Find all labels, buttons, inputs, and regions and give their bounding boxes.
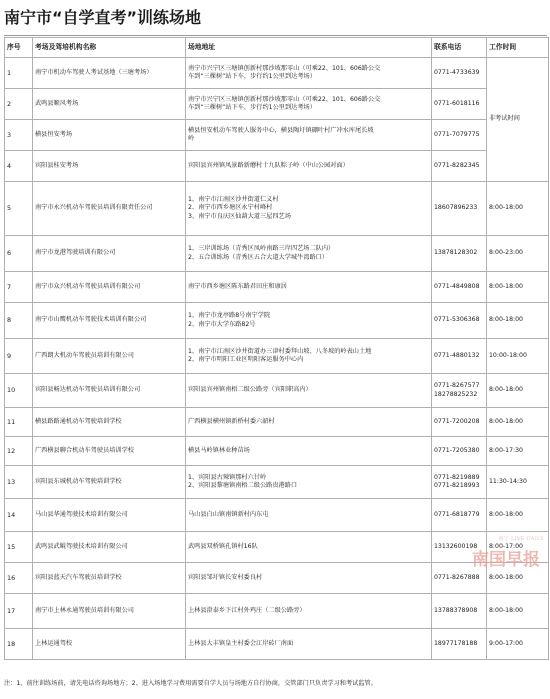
row-phone <box>432 120 487 151</box>
address-line: 广西横县横州镇新桥村委六韶村 <box>188 417 275 425</box>
row-address <box>186 339 432 374</box>
table-row <box>5 58 549 89</box>
row-name: 宾阳县桂安考场 <box>33 151 186 182</box>
row-address <box>186 151 432 182</box>
row-address <box>186 437 432 466</box>
row-phone <box>432 339 487 374</box>
row-index: 11 <box>5 408 33 437</box>
address-line: 宾阳县邹圩镇长安村委良村 <box>188 573 263 581</box>
row-address <box>186 629 432 660</box>
row-address <box>186 89 432 120</box>
row-address <box>186 408 432 437</box>
row-address <box>186 532 432 563</box>
phone-line: 18977178188 <box>434 639 478 647</box>
row-index: 18 <box>5 629 33 660</box>
row-address <box>186 374 432 408</box>
phone-line: 0771-4880132 <box>434 351 480 359</box>
row-name: 上林运通驾校 <box>33 629 186 660</box>
row-time: 8:00-17:00 <box>487 532 549 563</box>
address-line: 2、南宁市大学东路82号 <box>188 320 256 328</box>
row-phone <box>432 303 487 339</box>
address-line: 1、南宁市龙亭路8号南宁学院 <box>188 312 271 319</box>
row-name: 广西横县聊合机动车驾驶员培训学校 <box>33 437 186 466</box>
phone-line: 0771-7200208 <box>434 417 480 425</box>
training-sites-table <box>4 37 549 660</box>
table-row <box>5 408 549 437</box>
watermark-logo: 南国早报 <box>472 550 540 570</box>
row-phone <box>432 151 487 182</box>
phone-line: 0771-6018116 <box>434 99 480 107</box>
row-phone <box>432 466 487 499</box>
row-index: 5 <box>5 182 33 236</box>
phone-line: 13132600198 <box>434 542 478 550</box>
row-address <box>186 594 432 629</box>
address-line: 上林县澄泰乡下江村外鸡庄（二级公路旁） <box>188 606 306 614</box>
phone-line: 0771-8219889 <box>434 473 480 481</box>
table-row <box>5 532 549 563</box>
address-line: 宾阳县宾州镇南梧二级公路旁（宾阳职高内） <box>188 386 312 394</box>
address-line: 2、南宁市明阳工业区明阳客运服务中心内 <box>188 356 304 363</box>
phone-line: 0771-7205380 <box>434 446 480 454</box>
row-address <box>186 563 432 594</box>
table-row <box>5 151 549 182</box>
row-name: 宾阳县畅达机动车驾驶员培训有限公司 <box>33 374 186 408</box>
phone-line: 0771-8218993 <box>434 482 480 489</box>
phone-line: 0771-8267577 <box>434 382 480 389</box>
row-index: 8 <box>5 303 33 339</box>
table-row <box>5 499 549 532</box>
row-name: 横县恒安考场 <box>33 120 186 151</box>
phone-line: 0771-6818779 <box>434 510 480 518</box>
header-name: 考场及驾培机构名称 <box>33 38 186 58</box>
row-phone <box>432 58 487 89</box>
phone-line: 0771-5306368 <box>434 316 480 324</box>
row-index: 10 <box>5 374 33 408</box>
row-name: 南宁市上林永通驾驶员培训有限公司 <box>33 594 186 629</box>
phone-line: 0771-8282345 <box>434 161 480 169</box>
row-phone <box>432 629 487 660</box>
row-time: 8:00-18:00 <box>487 594 549 629</box>
row-name: 宾阳县蓝天汽车驾驶员培训学校 <box>33 563 186 594</box>
phone-line: 0771-8267888 <box>434 573 480 581</box>
address-line: 2、宾阳县黎塘镇南梧二级公路贵港路口 <box>188 482 298 489</box>
row-time: 8:00-18:00 <box>487 563 549 594</box>
address-line: 2、五合训练场（青秀区五合大道大学城牛湾路口） <box>188 253 329 261</box>
newspaper-watermark <box>470 535 544 570</box>
address-line: 1、宾阳县古辣镇那村六甘岭 <box>188 473 267 481</box>
table-row <box>5 629 549 660</box>
address-line: 武鸣县双桥镇孔镇村16队 <box>188 542 258 550</box>
header-phone: 联系电话 <box>432 38 487 58</box>
row-index: 3 <box>5 120 33 151</box>
row-time: 9:00-17:00 <box>487 629 549 660</box>
address-line: 南宁市兴宁区三塘镇创新村那沙坡那零山（可乘22、101、606路公交 <box>188 64 381 72</box>
row-name: 南宁市山鹰机动车驾驶技术培训有限公司 <box>33 303 186 339</box>
phone-line: 18278825232 <box>434 390 478 398</box>
table-row <box>5 303 549 339</box>
table-header-row <box>5 38 549 58</box>
table-row <box>5 339 549 374</box>
table-row <box>5 563 549 594</box>
row-name: 南宁市机动车驾驶人考试基地（三塘考场） <box>33 58 186 89</box>
row-time: 8:00-18:00 <box>487 272 549 303</box>
table-row <box>5 374 549 408</box>
address-line: 1、南宁市江南区沙井街道办三津村委拜山坡、八冬坡的岭表山土地 <box>188 347 372 355</box>
row-address <box>186 499 432 532</box>
row-index: 2 <box>5 89 33 120</box>
row-time: 8:00-23:00 <box>487 236 549 272</box>
phone-line: 0771-4849808 <box>434 282 480 290</box>
phone-line: 13878128302 <box>434 249 478 257</box>
row-time: 8:00-18:00 <box>487 499 549 532</box>
address-line: 3、南宁市良庆区仙葫大道三屋四艺场 <box>188 212 291 220</box>
row-time: 8:00-18:00 <box>487 182 549 236</box>
row-phone <box>432 437 487 466</box>
phone-line: 13788378908 <box>434 606 478 614</box>
phone-line: 0771-4733639 <box>434 68 480 76</box>
row-index: 1 <box>5 58 33 89</box>
address-line: 岭 <box>188 135 195 142</box>
address-line: 2、南宁市西乡塘区永宁村峰村 <box>188 204 273 212</box>
row-address <box>186 182 432 236</box>
row-index: 4 <box>5 151 33 182</box>
row-time-merged: 非考试时间 <box>487 58 549 182</box>
row-name: 南宁市众兴机动车驾驶员培训有限公司 <box>33 272 186 303</box>
row-index: 13 <box>5 466 33 499</box>
address-line: 马山县白山镇南镇新村内东屯 <box>188 510 269 518</box>
row-name: 南宁市永兴机动车驾驶员培训有限责任公司 <box>33 182 186 236</box>
address-line: 南宁市兴宁区三塘镇创新村那沙坡那零山（可乘22、101、606路公交 <box>188 95 381 103</box>
address-line: 南宁市西乡塘区陈东路君田庄和康居 <box>188 282 287 290</box>
row-time: 8:00-18:00 <box>487 408 549 437</box>
footnote: 注：1、前往训练场前，请先电话咨询场地方；2、进入场地学习费用需要自学人员与场地方自行协商，交管部门只负责学习和考试监管。 <box>4 680 377 687</box>
address-line: 横县恒安机动车驾驶人服务中心，横县陶圩镇硼叶村广冲水库尾长坡 <box>188 126 374 134</box>
row-phone <box>432 236 487 272</box>
row-phone <box>432 594 487 629</box>
row-name: 广西朗大机动车驾驶员培训有限公司 <box>33 339 186 374</box>
row-phone <box>432 499 487 532</box>
row-address <box>186 272 432 303</box>
row-time: 8:00-17:30 <box>487 437 549 466</box>
row-address <box>186 58 432 89</box>
row-time: 10:00-18:00 <box>487 339 549 374</box>
row-phone <box>432 272 487 303</box>
header-index: 序号 <box>5 38 33 58</box>
address-line: 车到“三棵树”站下车，步行约1公里到达考场） <box>188 104 316 111</box>
row-index: 6 <box>5 236 33 272</box>
address-line: 横县马岭镇林业种苗场 <box>188 446 250 454</box>
title-divider <box>4 35 547 36</box>
address-line: 1、三岸训练场（青秀区凤岭南路三岸四艺场二队内） <box>188 245 335 252</box>
row-time: 11:30-14:30 <box>487 466 549 499</box>
row-phone <box>432 374 487 408</box>
row-name: 横县路路通机动车驾驶培训学校 <box>33 408 186 437</box>
table-row <box>5 182 549 236</box>
phone-line: 18607896233 <box>434 204 478 212</box>
table-row <box>5 437 549 466</box>
row-index: 12 <box>5 437 33 466</box>
row-name: 武鸣县武鲲驾驶技术培训有限公司 <box>33 532 186 563</box>
table-row <box>5 594 549 629</box>
row-name: 马山县华通驾驶技术培训有限公司 <box>33 499 186 532</box>
row-time: 8:00-18:00 <box>487 303 549 339</box>
row-index: 14 <box>5 499 33 532</box>
watermark-caption: 南宁 LIVE DAILY <box>498 536 544 542</box>
table-row <box>5 272 549 303</box>
row-address <box>186 236 432 272</box>
row-phone <box>432 182 487 236</box>
row-time: 8:00-18:00 <box>487 374 549 408</box>
row-name: 南宁市龙港驾驶培训有限公司 <box>33 236 186 272</box>
header-address: 场地地址 <box>186 38 432 58</box>
table-row <box>5 236 549 272</box>
row-index: 9 <box>5 339 33 374</box>
address-line: 宾阳县宾州镇凤景路新蘑村十九队粽子岭（中山公园对面） <box>188 161 349 169</box>
row-index: 15 <box>5 532 33 563</box>
header-time: 工作时间 <box>487 38 549 58</box>
row-index: 7 <box>5 272 33 303</box>
row-address <box>186 466 432 499</box>
row-index: 17 <box>5 594 33 629</box>
table-row <box>5 120 549 151</box>
row-phone <box>432 89 487 120</box>
page-title: 南宁市“自学直考”训练场地 <box>4 8 202 27</box>
row-index: 16 <box>5 563 33 594</box>
address-line: 1、南宁市江南区沙井街道仁义村 <box>188 195 279 203</box>
row-address <box>186 303 432 339</box>
row-address <box>186 120 432 151</box>
address-line: 上林县大丰镇皇主村委会江岸砖厂南面 <box>188 639 294 647</box>
row-name: 武鸣县顺风考场 <box>33 89 186 120</box>
row-name: 宾阳县东城机动车驾驶培训学校 <box>33 466 186 499</box>
address-line: 车到“三棵树”站下车，步行约1公里到达考场） <box>188 73 316 80</box>
row-phone <box>432 408 487 437</box>
phone-line: 0771-7079775 <box>434 130 480 138</box>
table-row <box>5 89 549 120</box>
table-row <box>5 466 549 499</box>
